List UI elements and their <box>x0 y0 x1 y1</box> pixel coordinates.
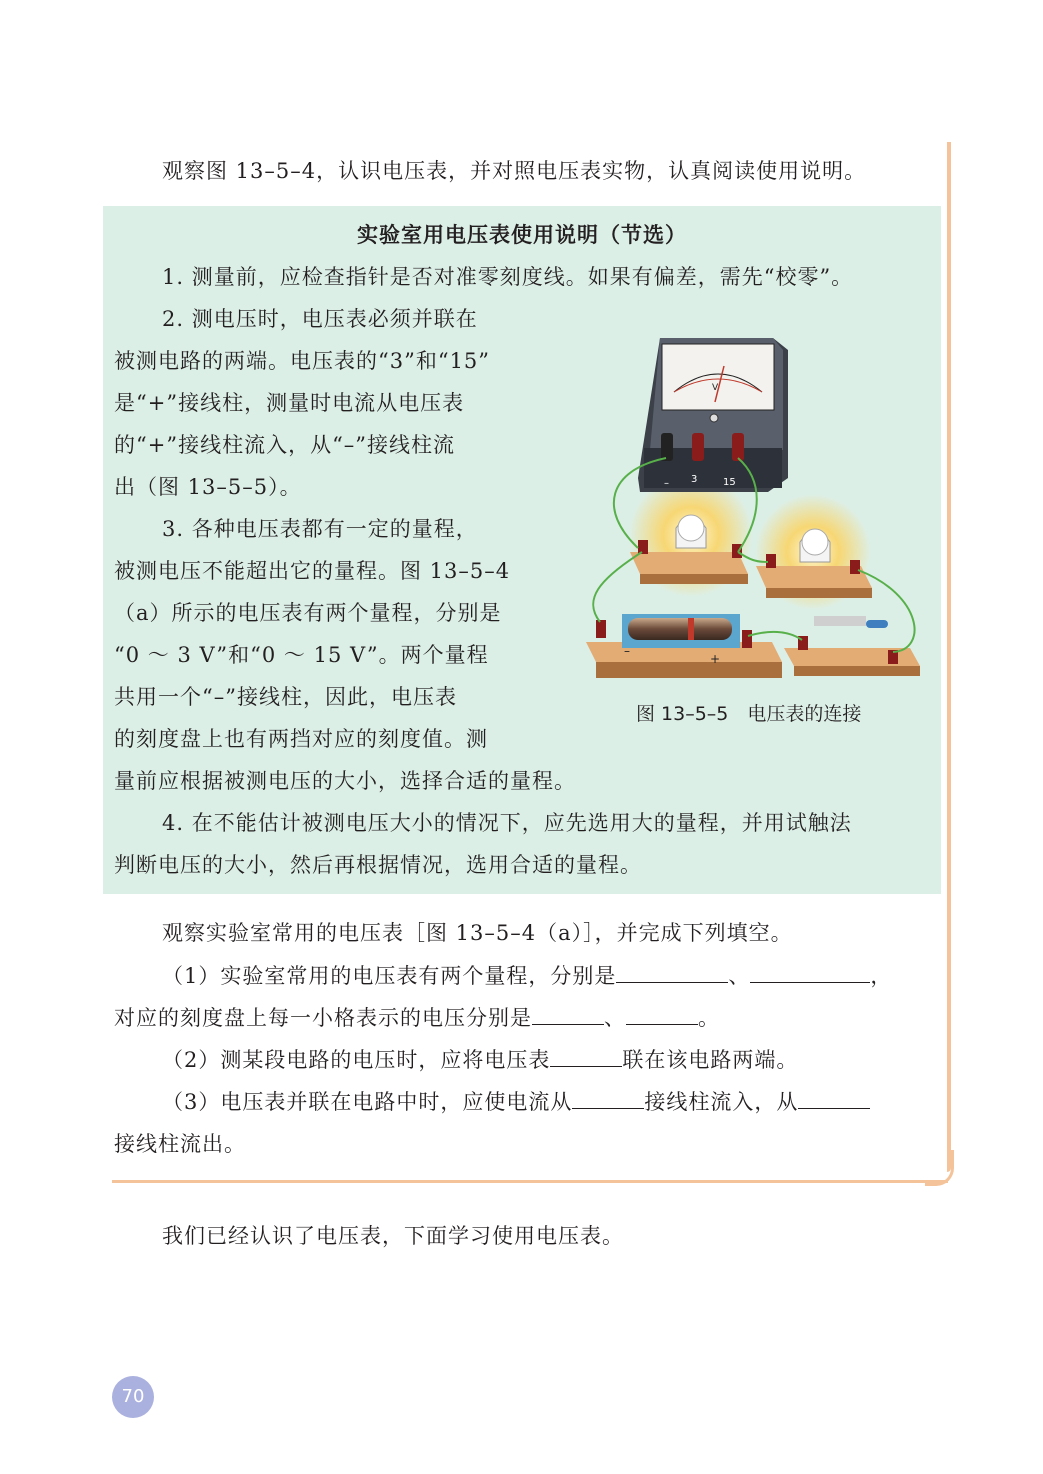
terminal-minus-label: – <box>664 478 669 489</box>
instruction-item-2-line: 出（图 13–5–5）。 <box>114 475 302 499</box>
meter-unit-label: V <box>712 383 719 393</box>
answer-blank[interactable] <box>550 1040 622 1067</box>
question-3-text: 接线柱流入，从 <box>644 1090 799 1114</box>
battery-minus-label: – <box>624 644 630 658</box>
terminal-15-label: 15 <box>723 477 736 488</box>
instruction-item-2-line: 的“+”接线柱流入，从“–”接线柱流 <box>114 433 456 457</box>
question-3-text: （3）电压表并联在电路中时，应使电流从 <box>162 1090 573 1114</box>
question-2-text: 联在该电路两端。 <box>622 1048 799 1072</box>
answer-blank[interactable] <box>750 956 870 983</box>
instruction-box-title: 实验室用电压表使用说明（节选） <box>357 223 687 247</box>
question-1-text: 对应的刻度盘上每一小格表示的电压分别是 <box>114 1006 532 1030</box>
voltmeter-circuit-figure <box>578 330 933 692</box>
instruction-item-1: 1. 测量前，应检查指针是否对准零刻度线。如果有偏差，需先“校零”。 <box>162 265 854 289</box>
instruction-item-3-line: 被测电压不能超出它的量程。图 13–5–4 <box>114 559 511 583</box>
question-2 <box>162 1039 798 1081</box>
instruction-item-3-line: 量前应根据被测电压的大小，选择合适的量程。 <box>114 769 576 793</box>
instruction-item-3-line: “0 ～ 3 V”和“0 ～ 15 V”。两个量程 <box>114 643 489 667</box>
answer-blank[interactable] <box>572 1082 644 1109</box>
answer-blank[interactable] <box>616 956 728 983</box>
question-3-continued: 接线柱流出。 <box>114 1132 246 1156</box>
terminal-3-label: 3 <box>691 474 698 485</box>
instruction-item-3-line: （a）所示的电压表有两个量程，分别是 <box>114 601 502 625</box>
exercise-lead: 观察实验室常用的电压表［图 13–5–4（a）］，并完成下列填空。 <box>162 921 793 945</box>
intro-text: 观察图 13–5–4，认识电压表，并对照电压表实物，认真阅读使用说明。 <box>162 159 867 183</box>
question-3 <box>162 1081 870 1123</box>
switch <box>784 616 920 676</box>
voltmeter <box>638 338 788 492</box>
instruction-item-3-line: 共用一个“–”接线柱，因此，电压表 <box>114 685 457 709</box>
separator: 。 <box>698 1006 720 1030</box>
instruction-item-2-line: 是“+”接线柱，测量时电流从电压表 <box>114 391 465 415</box>
battery <box>586 614 782 678</box>
answer-blank[interactable] <box>532 998 604 1025</box>
question-2-text: （2）测某段电路的电压时，应将电压表 <box>162 1048 551 1072</box>
question-1 <box>162 955 892 997</box>
instruction-item-4-line: 判断电压的大小，然后再根据情况，选用合适的量程。 <box>114 853 642 877</box>
instruction-item-3-line: 的刻度盘上也有两挡对应的刻度值。测 <box>114 727 488 751</box>
separator: 、 <box>728 964 751 988</box>
figure-caption: 图 13–5–5 电压表的连接 <box>636 703 862 725</box>
question-1-text: （1）实验室常用的电压表有两个量程，分别是 <box>162 964 617 988</box>
frame-right-border <box>947 142 951 1172</box>
battery-plus-label: + <box>710 652 721 666</box>
answer-blank[interactable] <box>798 1082 870 1109</box>
separator: 、 <box>604 1006 626 1030</box>
closing-text: 我们已经认识了电压表，下面学习使用电压表。 <box>162 1224 624 1248</box>
instruction-item-3-line: 3. 各种电压表都有一定的量程， <box>162 517 478 541</box>
page-number: 70 <box>112 1376 154 1418</box>
separator: ， <box>870 964 893 988</box>
question-1-continued <box>114 997 720 1039</box>
frame-bottom-border <box>112 1180 948 1183</box>
instruction-item-2-line: 2. 测电压时，电压表必须并联在 <box>162 307 478 331</box>
frame-corner <box>925 1150 954 1186</box>
answer-blank[interactable] <box>626 998 698 1025</box>
instruction-item-4-line: 4. 在不能估计被测电压大小的情况下，应先选用大的量程，并用试触法 <box>162 811 852 835</box>
instruction-item-2-line: 被测电路的两端。电压表的“3”和“15” <box>114 349 491 373</box>
